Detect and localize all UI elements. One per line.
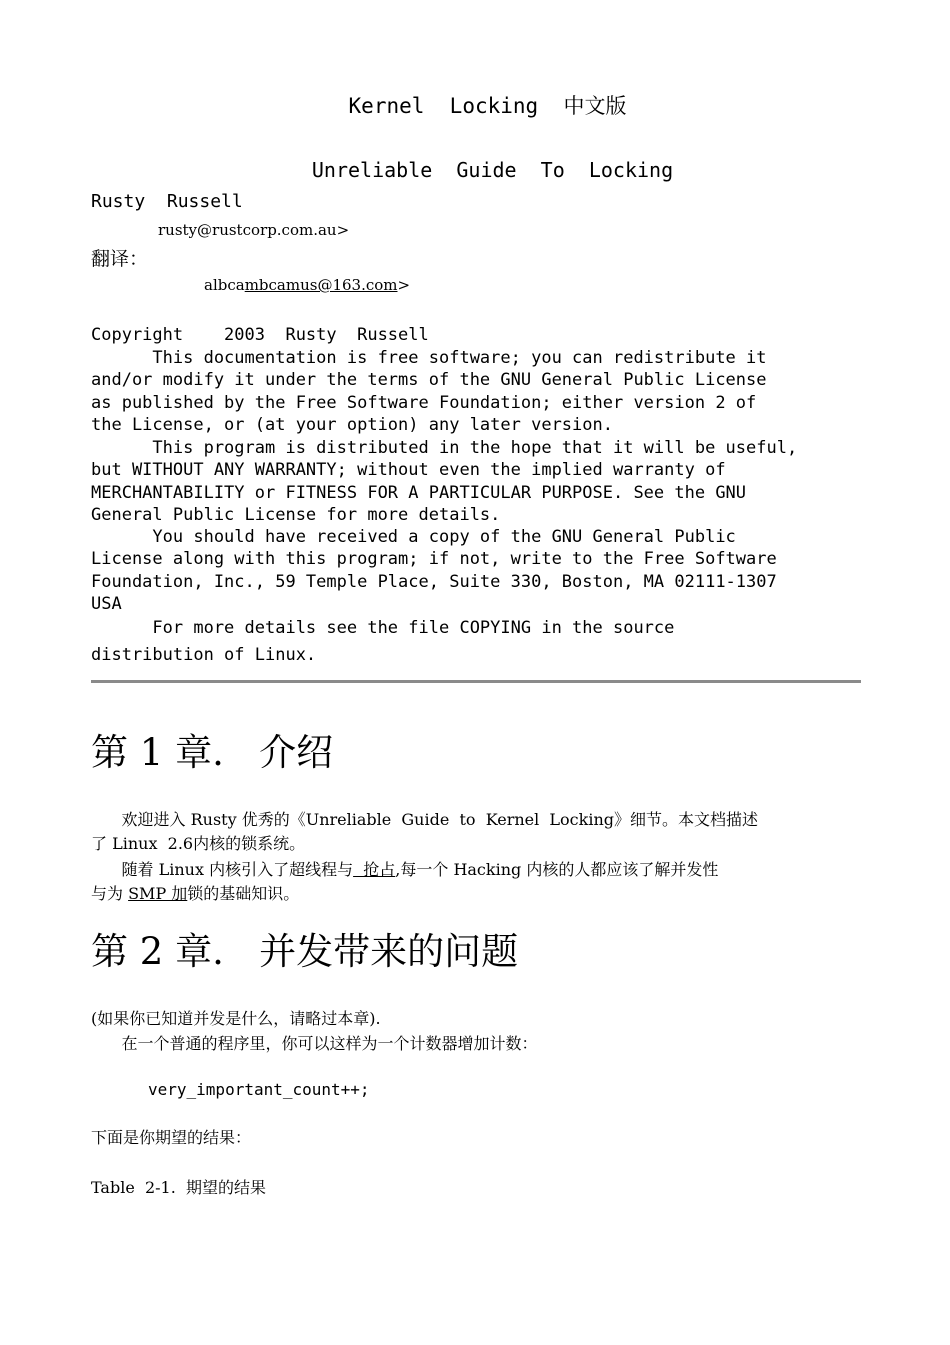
translator-email-prefix: albca	[204, 276, 245, 294]
preemption-link[interactable]: 抢占	[353, 860, 396, 879]
translator-email-suffix: >	[397, 276, 411, 294]
chapter-1-paragraph-1: 欢迎进入 Rusty 优秀的《Unreliable Guide to Kernel Locking》细节。本文档描述 了 Linux 2.6内核的锁系统。	[91, 810, 759, 853]
p2-text-pre: 随着 Linux 内核引入了超线程与	[91, 860, 354, 879]
section-divider	[91, 680, 861, 683]
author-email: rusty@rustcorp.com.au>	[158, 221, 350, 239]
chapter-2-heading: 第 2 章. 并发带来的问题	[91, 930, 519, 973]
smp-link[interactable]: SMP 加	[128, 884, 188, 903]
chapter-2-paragraph: 在一个普通的程序里，你可以这样为一个计数器增加计数：	[91, 1034, 538, 1053]
p2-text-post: ,每一个 Hacking 内核的人都应该了解并发性	[395, 860, 719, 879]
license-paragraph-2: This program is distributed in the hope that it will be useful, but WITHOUT ANY WARRANTY; without even the implied warranty of MERCHANTABILITY or FITNESS FOR A PARTICULAR PURPOSE. See the GNU General Public License for more details.	[91, 438, 798, 526]
p2-line2-post: 锁的基础知识。	[187, 884, 300, 903]
chapter-2-note: (如果你已知道并发是什么，请略过本章).	[91, 1009, 381, 1028]
document-title: Kernel Locking 中文版	[348, 94, 627, 118]
code-snippet: very_important_count++;	[148, 1080, 370, 1099]
copyright-line: Copyright 2003 Rusty Russell	[91, 325, 429, 345]
expected-result-text: 下面是你期望的结果：	[91, 1128, 252, 1147]
translator-email	[204, 276, 410, 294]
license-paragraph-1: This documentation is free software; you can redistribute it and/or modify it under the terms of the GNU General Public License as published by the Free Software Foundation; either version 2 of the License, or (at your option) any later version.	[91, 348, 767, 436]
p2-line2-pre: 与为	[91, 884, 129, 903]
license-paragraph-4: For more details see the file COPYING in the source distribution of Linux.	[91, 618, 675, 665]
chapter-1-heading: 第 1 章. 介绍	[91, 731, 334, 774]
license-paragraph-3: You should have received a copy of the GNU General Public License along with this program; if not, write to the Free Software Foundation, Inc., 59 Temple Place, Suite 330, Boston, MA 02111-1307 USA	[91, 527, 777, 615]
author-name: Rusty Russell	[91, 191, 243, 212]
translator-label: 翻译：	[91, 248, 149, 270]
chapter-1-paragraph-2	[91, 858, 718, 906]
table-caption: Table 2-1. 期望的结果	[91, 1178, 266, 1197]
document-subtitle: Unreliable Guide To Locking	[311, 158, 674, 182]
translator-email-link[interactable]: mbcamus@163.com	[244, 276, 398, 294]
